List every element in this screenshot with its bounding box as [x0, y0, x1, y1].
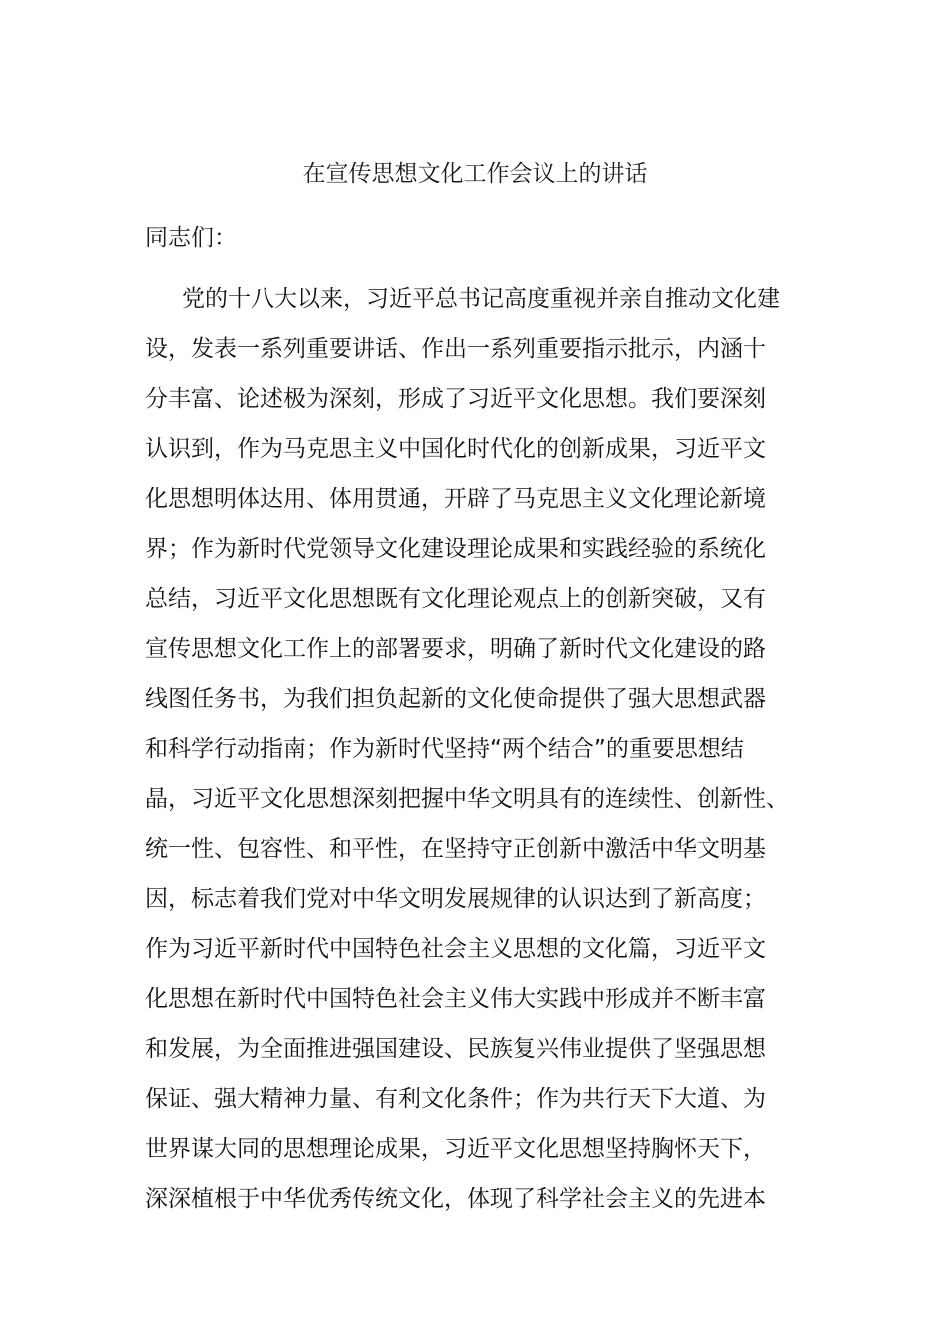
paragraph-line: 党的十八大以来，习近平总书记高度重视并亲自推动文化建 — [182, 286, 780, 312]
paragraph-line: 认识到，作为马克思主义中国化时代化的创新成果，习近平文 — [145, 436, 766, 462]
paragraph-line: 分丰富、论述极为深刻，形成了习近平文化思想。我们要深刻 — [145, 386, 766, 412]
paragraph-line: 线图任务书，为我们担负起新的文化使命提供了强大思想武器 — [145, 686, 766, 712]
body-paragraph — [145, 279, 815, 1229]
paragraph-line: 和科学行动指南；作为新时代坚持“两个结合”的重要思想结 — [145, 736, 744, 762]
paragraph-line: 保证、强大精神力量、有利文化条件；作为共行天下大道、为 — [145, 1086, 766, 1112]
paragraph-line: 宣传思想文化工作上的部署要求，明确了新时代文化建设的路 — [145, 636, 766, 662]
salutation: 同志们： — [145, 225, 237, 251]
document-title: 在宣传思想文化工作会议上的讲话 — [302, 161, 648, 187]
paragraph-line: 世界谋大同的思想理论成果，习近平文化思想坚持胸怀天下， — [145, 1136, 766, 1162]
paragraph-line: 晶，习近平文化思想深刻把握中华文明具有的连续性、创新性、 — [145, 786, 789, 812]
paragraph-line: 作为习近平新时代中国特色社会主义思想的文化篇，习近平文 — [145, 936, 766, 962]
paragraph-line: 深深植根于中华优秀传统文化，体现了科学社会主义的先进本 — [145, 1186, 766, 1212]
paragraph-line: 和发展，为全面推进强国建设、民族复兴伟业提供了坚强思想 — [145, 1036, 766, 1062]
paragraph-line: 化思想在新时代中国特色社会主义伟大实践中形成并不断丰富 — [145, 986, 766, 1012]
paragraph-line: 统一性、包容性、和平性，在坚持守正创新中激活中华文明基 — [145, 836, 766, 862]
paragraph-line: 总结，习近平文化思想既有文化理论观点上的创新突破，又有 — [145, 586, 766, 612]
paragraph-line: 因，标志着我们党对中华文明发展规律的认识达到了新高度； — [145, 886, 766, 912]
paragraph-line: 化思想明体达用、体用贯通，开辟了马克思主义文化理论新境 — [145, 486, 766, 512]
paragraph-line: 界；作为新时代党领导文化建设理论成果和实践经验的系统化 — [145, 536, 766, 562]
paragraph-line: 设，发表一系列重要讲话、作出一系列重要指示批示，内涵十 — [145, 336, 766, 362]
